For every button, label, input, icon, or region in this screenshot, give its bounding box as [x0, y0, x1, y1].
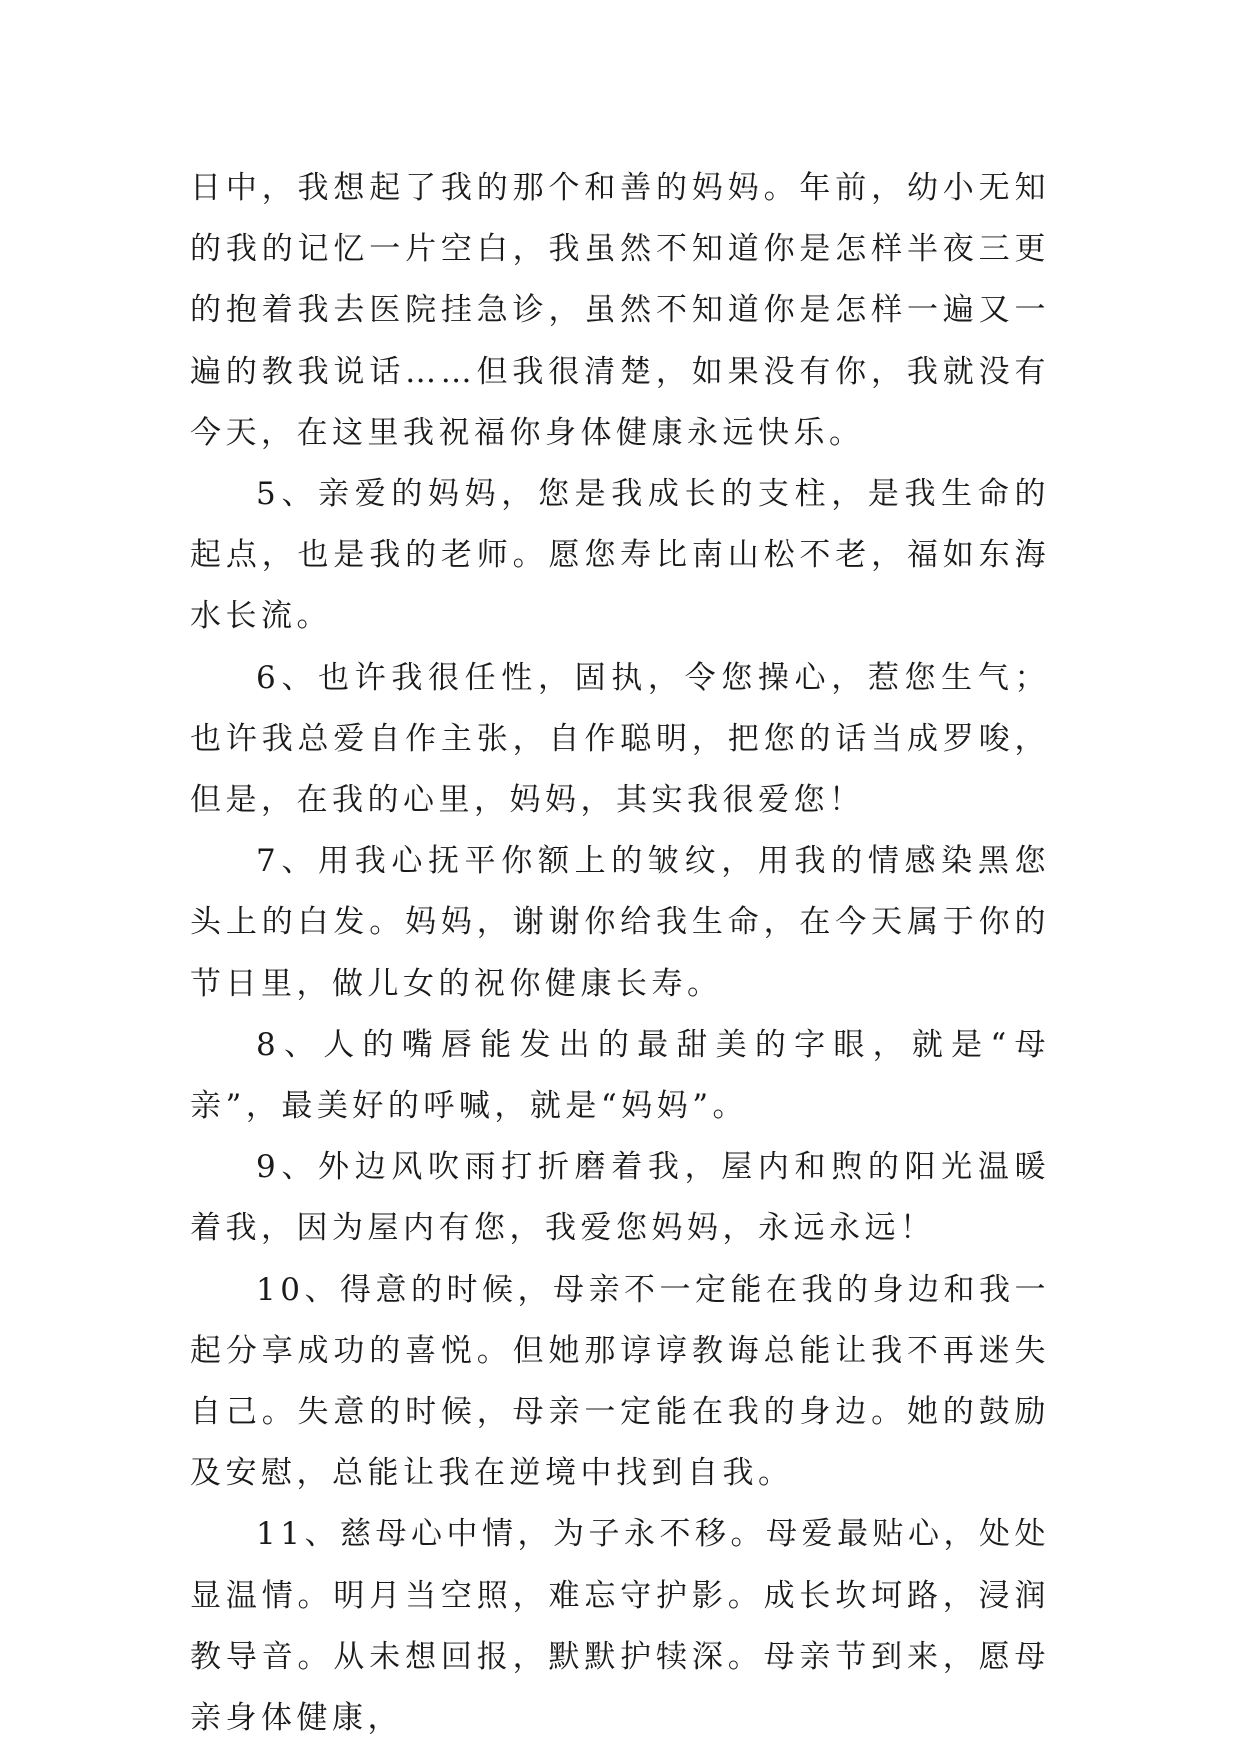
- paragraph-item-11: 11、慈母心中情，为子永不移。母爱最贴心，处处显温情。明月当空照，难忘守护影。成长坎坷路，浸润教导音。从未想回报，默默护犊深。母亲节到来，愿母亲身体健康，: [190, 1516, 1050, 1737]
- paragraph-item-10: 10、得意的时候，母亲不一定能在我的身边和我一起分享成功的喜悦。但她那谆谆教诲总能让我不再迷失自己。失意的时候，母亲一定能在我的身边。她的鼓励及安慰，总能让我在逆境中找到自我。: [190, 1271, 1050, 1492]
- paragraph-item-6: 6、也许我很任性，固执，令您操心，惹您生气；也许我总爱自作主张，自作聪明，把您的话当成罗唆，但是，在我的心里，妈妈，其实我很爱您！: [190, 659, 1050, 819]
- paragraph-item-5: 5、亲爱的妈妈，您是我成长的支柱，是我生命的起点，也是我的老师。愿您寿比南山松不老，福如东海水长流。: [190, 476, 1050, 635]
- paragraph-item-7: 7、用我心抚平你额上的皱纹，用我的情感染黑您头上的白发。妈妈，谢谢你给我生命，在今天属于你的节日里，做儿女的祝你健康长寿。: [190, 843, 1050, 1002]
- paragraph-intro: 日中，我想起了我的那个和善的妈妈。年前，幼小无知的我的记忆一片空白，我虽然不知道你是怎样半夜三更的抱着我去医院挂急诊，虽然不知道你是怎样一遍又一遍的教我说话……但我很清楚，如果没有你，我就没有今天，在这里我祝福你身体健康永远快乐。: [190, 170, 1050, 451]
- document-body: [190, 158, 1050, 1749]
- paragraph-item-8: 8、人的嘴唇能发出的最甜美的字眼，就是“母亲”，最美好的呼喊，就是“妈妈”。: [190, 1026, 1050, 1125]
- paragraph-item-9: 9、外边风吹雨打折磨着我，屋内和煦的阳光温暖着我，因为屋内有您，我爱您妈妈，永远永远！: [190, 1149, 1050, 1247]
